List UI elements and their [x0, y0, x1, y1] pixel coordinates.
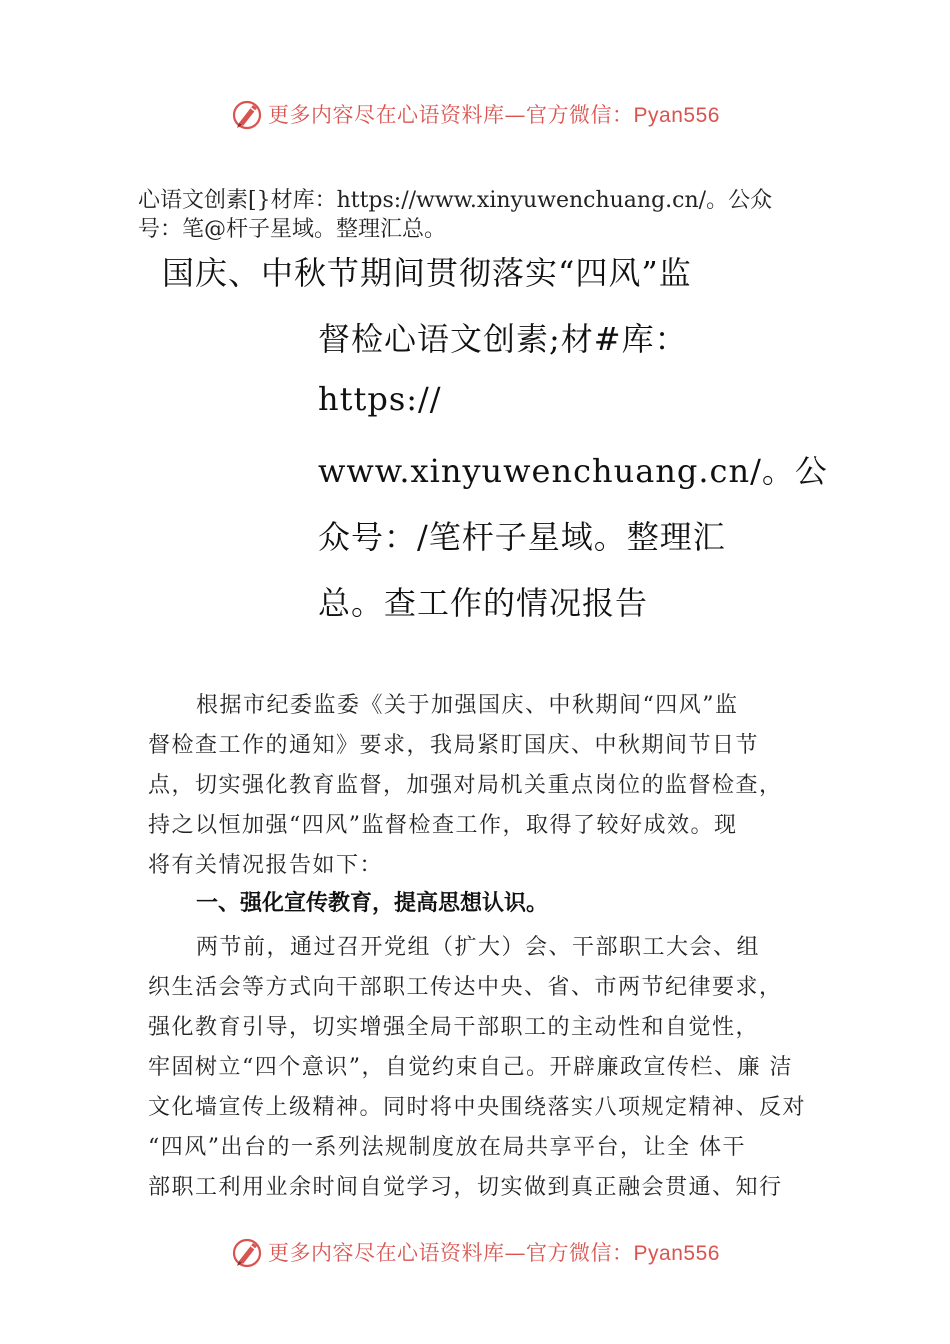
footer-banner — [0, 1232, 950, 1272]
document-title: 众号：/笔杆子星域。整理汇 — [318, 518, 726, 556]
paragraph-line: 将有关情况报告如下： — [148, 853, 384, 878]
paragraph-line: 根据市纪委监委《关于加强国庆、中秋期间“四风”监 — [196, 693, 739, 718]
banner-text: 更多内容尽在心语资料库—官方微信：Pyan556 — [268, 103, 720, 127]
document-title: www.xinyuwenchuang.cn/。公 — [318, 452, 828, 490]
section-heading: 一、强化宣传教育，提高思想认识。 — [196, 891, 549, 916]
document-title: 督检心语文创素;材#库： — [318, 320, 688, 358]
paragraph-line: 织生活会等方式向干部职工传达中央、省、市两节纪律要求， — [148, 975, 783, 1000]
note-line: 号：笔@杆子星域。整理汇总。 — [138, 217, 447, 242]
document-title: 国庆、中秋节期间贯彻落实“四风”监 — [162, 254, 692, 292]
header-banner — [0, 94, 950, 134]
source-note — [138, 186, 838, 244]
document-title: 总。查工作的情况报告 — [318, 584, 649, 622]
paragraph-line: 持之以恒加强“四风”监督检查工作，取得了较好成效。现 — [148, 813, 738, 838]
wechat-id: Pyan556 — [633, 104, 720, 127]
wechat-id: Pyan556 — [633, 1242, 720, 1265]
paragraph-line: 点，切实强化教育监督，加强对局机关重点岗位的监督检查， — [148, 773, 783, 798]
document-title: https:// — [318, 380, 442, 418]
paragraph-line: 督检查工作的通知》要求，我局紧盯国庆、中秋期间节日节 — [148, 733, 760, 758]
paragraph-line: 文化墙宣传上级精神。同时将中央围绕落实八项规定精神、反对 — [148, 1095, 807, 1120]
paragraph-line: “四风”出台的一系列法规制度放在局共享平台，让全 体干 — [148, 1135, 746, 1160]
paragraph-line: 强化教育引导，切实增强全局干部职工的主动性和自觉性， — [148, 1015, 760, 1040]
pen-logo-icon — [230, 1235, 264, 1269]
banner-text: 更多内容尽在心语资料库—官方微信：Pyan556 — [268, 1241, 720, 1265]
note-line: 心语文创素[}材库：https://www.xinyuwenchuang.cn/。公众 — [138, 188, 773, 213]
paragraph-line: 部职工利用业余时间自觉学习，切实做到真正融会贯通、知行 — [148, 1175, 783, 1200]
pen-logo-icon — [230, 97, 264, 131]
paragraph-line: 牢固树立“四个意识”，自觉约束自己。开辟廉政宣传栏、廉 洁 — [148, 1055, 793, 1080]
paragraph-line: 两节前，通过召开党组（扩大）会、干部职工大会、组 — [196, 935, 761, 960]
